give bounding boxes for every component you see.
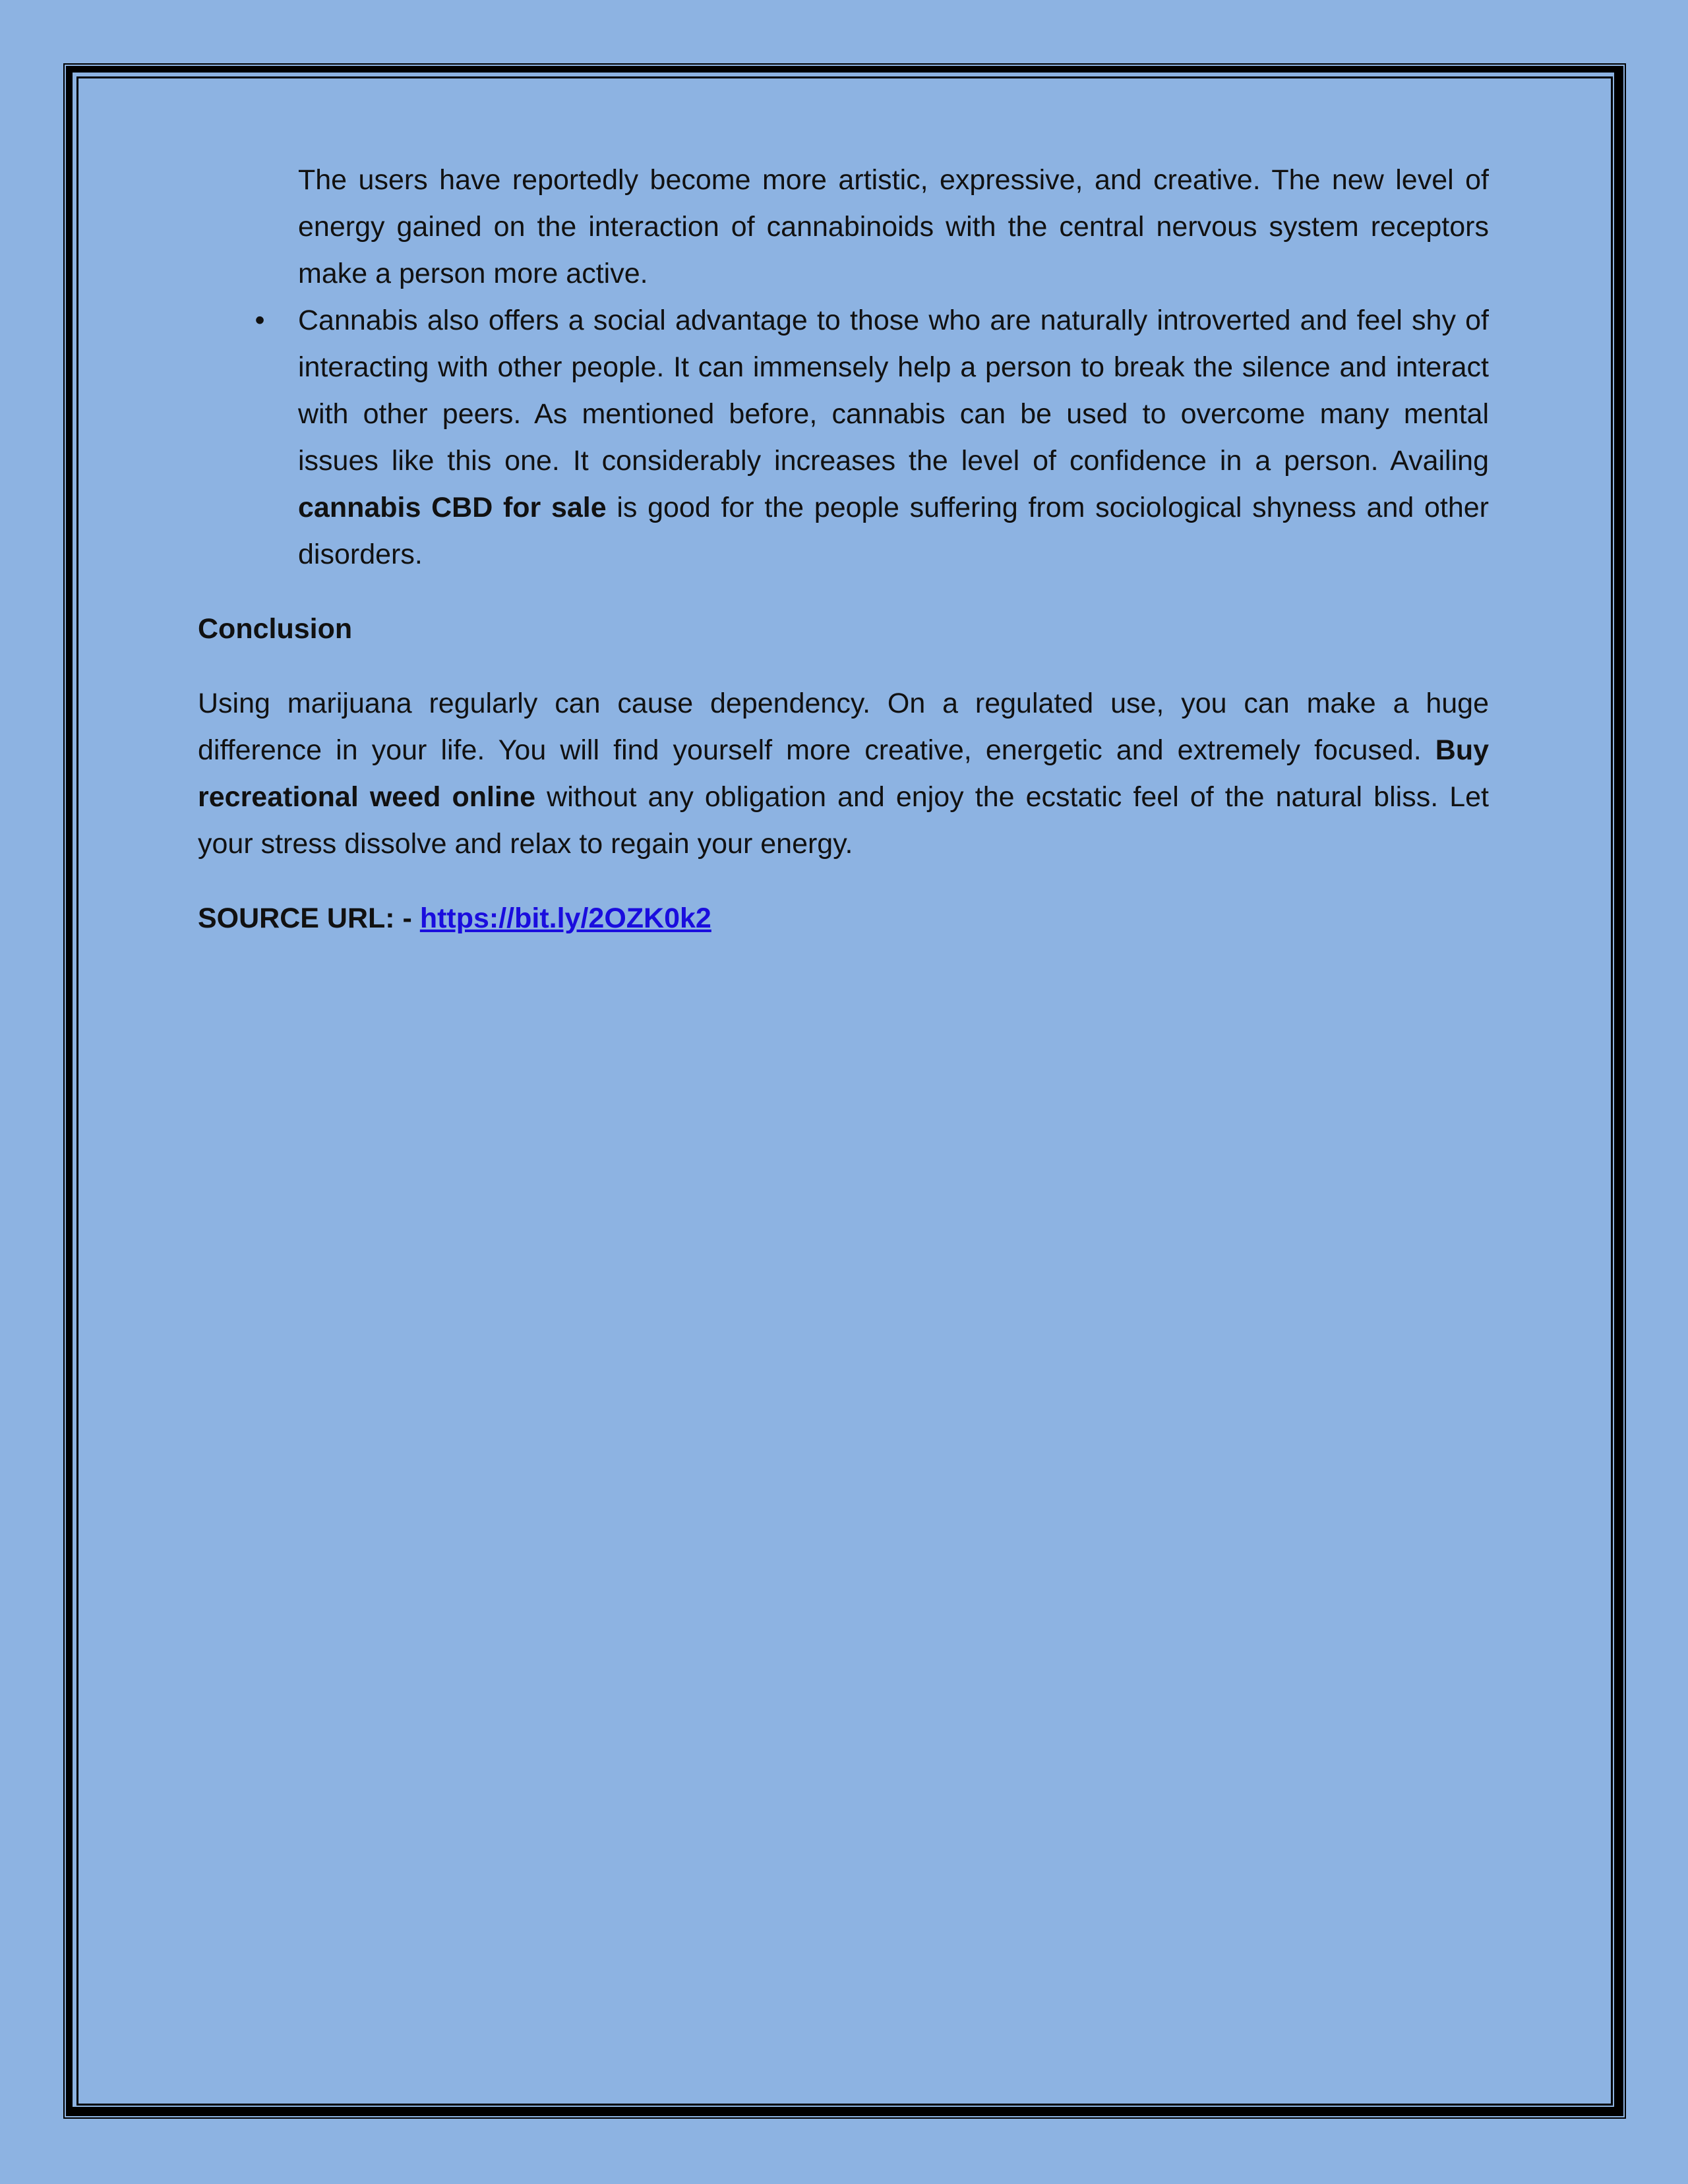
conclusion-paragraph [198,680,1489,868]
source-label: SOURCE URL: - [198,902,420,934]
bullet-text-start: Cannabis also offers a social advantage to those who are naturally introverted and feel shy of interacting with other people. It can immensely help a person to break the silence and interact with other peers. As mentioned before, cannabis can be used to overcome many mental issues like this one. It considerably increases the level of confidence in a person. Availing [298,305,1489,477]
source-url-link[interactable]: https://bit.ly/2OZK0k2 [419,902,711,934]
list-item [255,297,1489,578]
conclusion-text-end: without any obligation and enjoy the ecstatic feel of the natural bliss. Let your stress dissolve and relax to regain your energy. [198,781,1490,860]
conclusion-bold-phrase: Buy recreational weed online [198,734,1489,813]
conclusion-text-start: Using marijuana regularly can cause dependency. On a regulated use, you can make a huge difference in your life. You will find yourself more creative, energetic and extremely focused. [198,688,1489,766]
bullet-bold-phrase: cannabis CBD for sale [298,492,607,523]
continued-paragraph: The users have reportedly become more artistic, expressive, and creative. The new level of energy gained on the interaction of cannabinoids with the central nervous system receptors make a person more active. [298,164,1489,289]
bullet-icon: • [255,305,265,336]
document-body [198,157,1489,942]
bullet-text-end: is good for the people suffering from sociological shyness and other disorders. [298,492,1489,570]
source-line [198,895,1489,942]
conclusion-heading: Conclusion [198,613,353,645]
